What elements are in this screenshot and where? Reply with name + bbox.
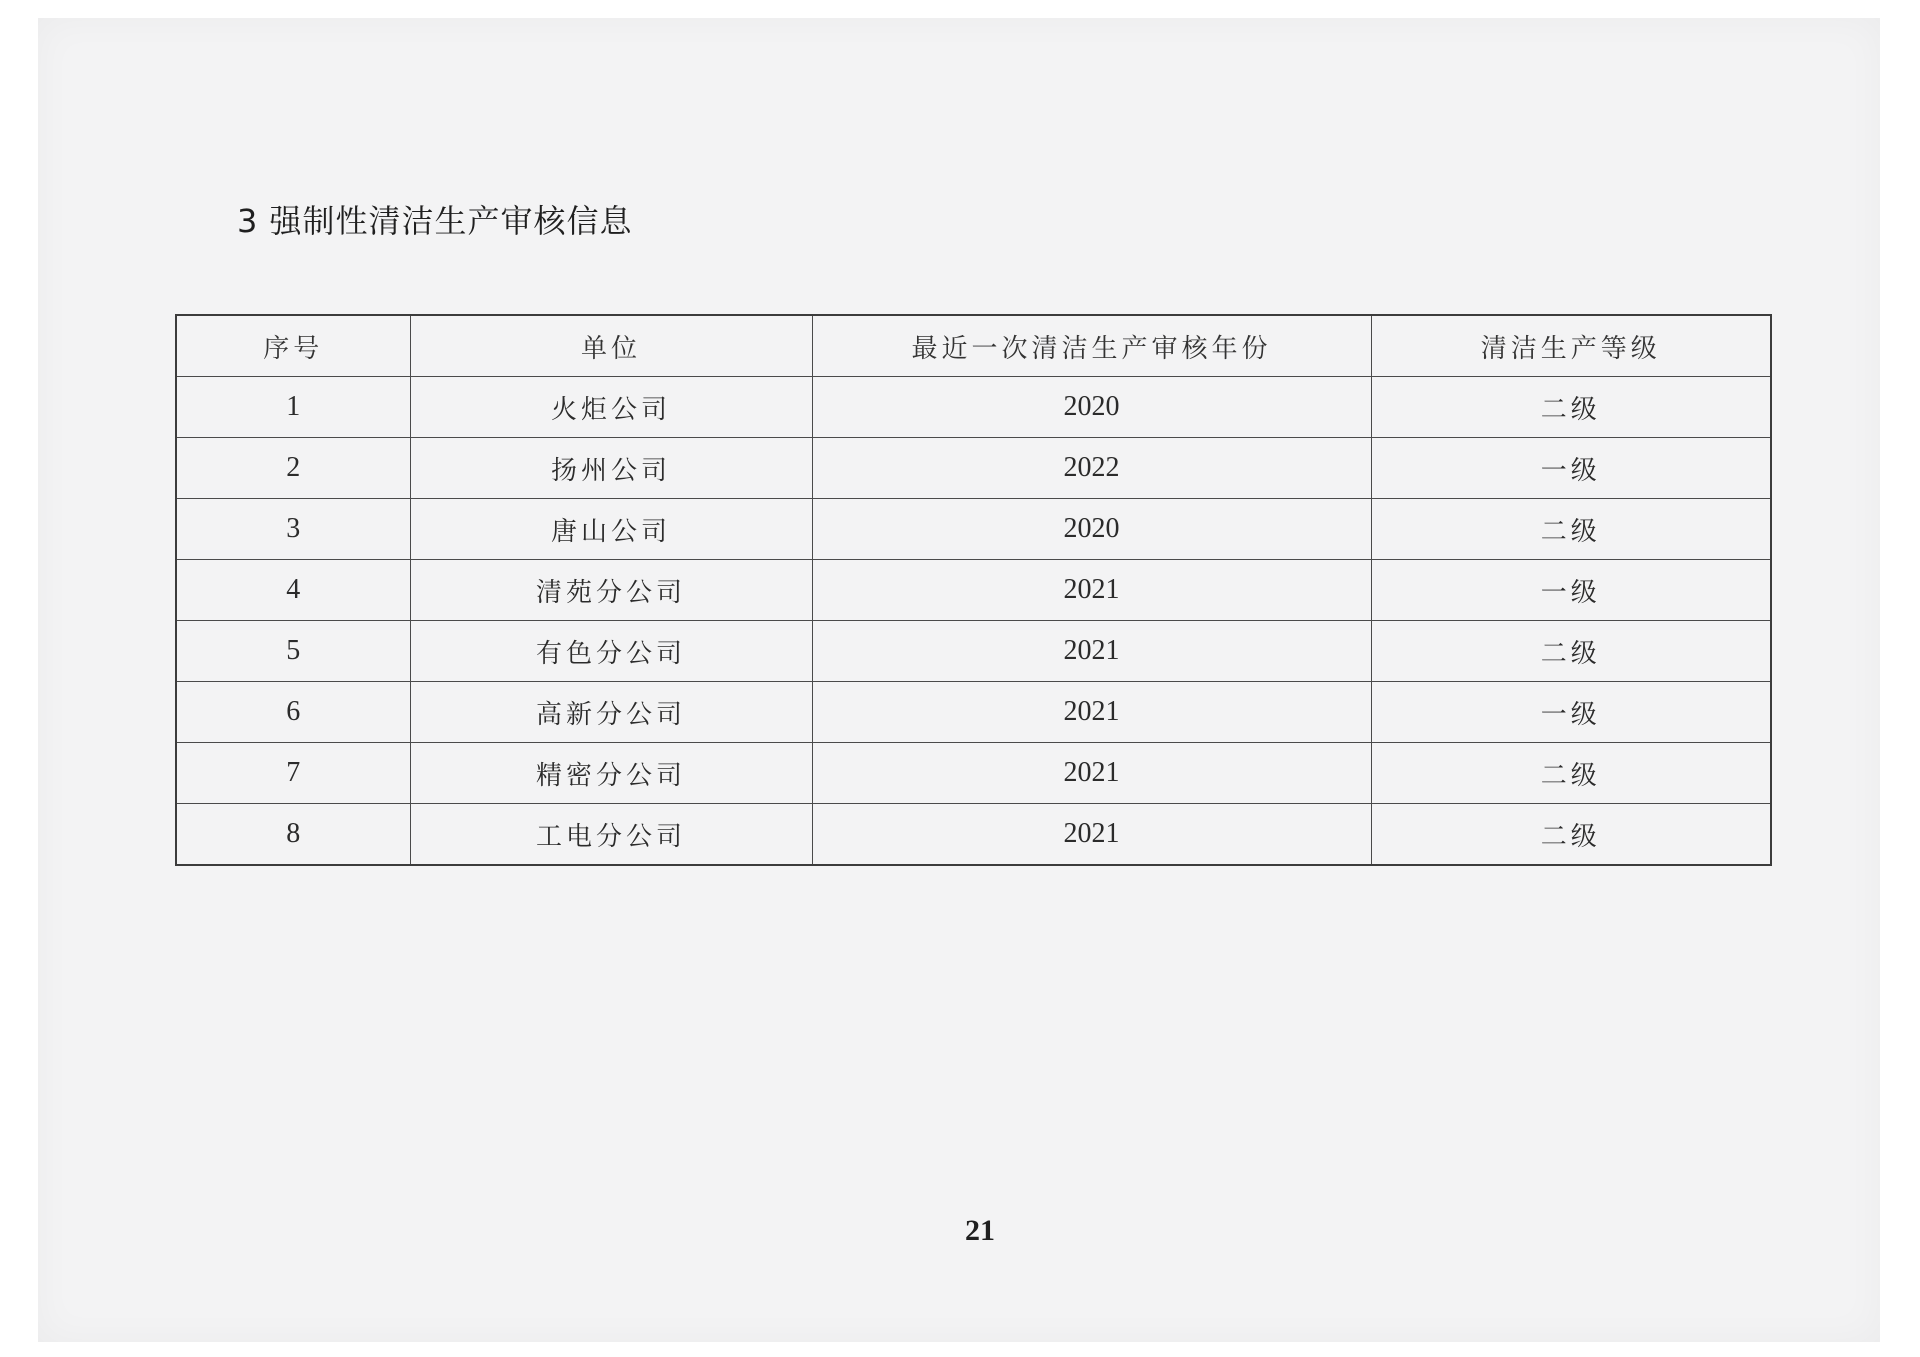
- cell-audit-year: 2021: [812, 682, 1371, 743]
- cleaner-production-audit-table: [175, 314, 1772, 866]
- cell-unit: 工电分公司: [410, 804, 812, 866]
- table-row: [176, 377, 1771, 438]
- cell-serial-number: 1: [176, 377, 410, 438]
- cell-audit-year: 2021: [812, 804, 1371, 866]
- cell-audit-year: 2021: [812, 560, 1371, 621]
- cell-unit: 清苑分公司: [410, 560, 812, 621]
- table-row: [176, 621, 1771, 682]
- cell-unit: 火炬公司: [410, 377, 812, 438]
- cell-serial-number: 4: [176, 560, 410, 621]
- table-row: [176, 499, 1771, 560]
- header-production-grade: 清洁生产等级: [1371, 315, 1771, 377]
- cell-grade: 二级: [1371, 499, 1771, 560]
- cell-serial-number: 2: [176, 438, 410, 499]
- cell-serial-number: 7: [176, 743, 410, 804]
- cell-grade: 一级: [1371, 682, 1771, 743]
- header-unit: 单位: [410, 315, 812, 377]
- section-title: 3 强制性清洁生产审核信息: [237, 202, 633, 240]
- cell-serial-number: 3: [176, 499, 410, 560]
- cell-grade: 二级: [1371, 621, 1771, 682]
- cell-unit: 有色分公司: [410, 621, 812, 682]
- cell-audit-year: 2020: [812, 499, 1371, 560]
- cell-serial-number: 6: [176, 682, 410, 743]
- table-row: [176, 804, 1771, 866]
- cell-serial-number: 5: [176, 621, 410, 682]
- table-row: [176, 438, 1771, 499]
- cell-audit-year: 2021: [812, 743, 1371, 804]
- cell-audit-year: 2020: [812, 377, 1371, 438]
- table-row: [176, 743, 1771, 804]
- cell-unit: 唐山公司: [410, 499, 812, 560]
- cell-serial-number: 8: [176, 804, 410, 866]
- cell-grade: 一级: [1371, 438, 1771, 499]
- header-latest-audit-year: 最近一次清洁生产审核年份: [812, 315, 1371, 377]
- table-header-row: [176, 315, 1771, 377]
- cell-grade: 一级: [1371, 560, 1771, 621]
- cell-grade: 二级: [1371, 804, 1771, 866]
- cell-grade: 二级: [1371, 377, 1771, 438]
- cell-unit: 高新分公司: [410, 682, 812, 743]
- header-serial-number: 序号: [176, 315, 410, 377]
- cell-audit-year: 2021: [812, 621, 1371, 682]
- cell-audit-year: 2022: [812, 438, 1371, 499]
- cell-grade: 二级: [1371, 743, 1771, 804]
- page-number: 21: [965, 1214, 995, 1247]
- table-row: [176, 560, 1771, 621]
- table-row: [176, 682, 1771, 743]
- cell-unit: 精密分公司: [410, 743, 812, 804]
- cell-unit: 扬州公司: [410, 438, 812, 499]
- page-right-margin: [1880, 14, 1920, 1346]
